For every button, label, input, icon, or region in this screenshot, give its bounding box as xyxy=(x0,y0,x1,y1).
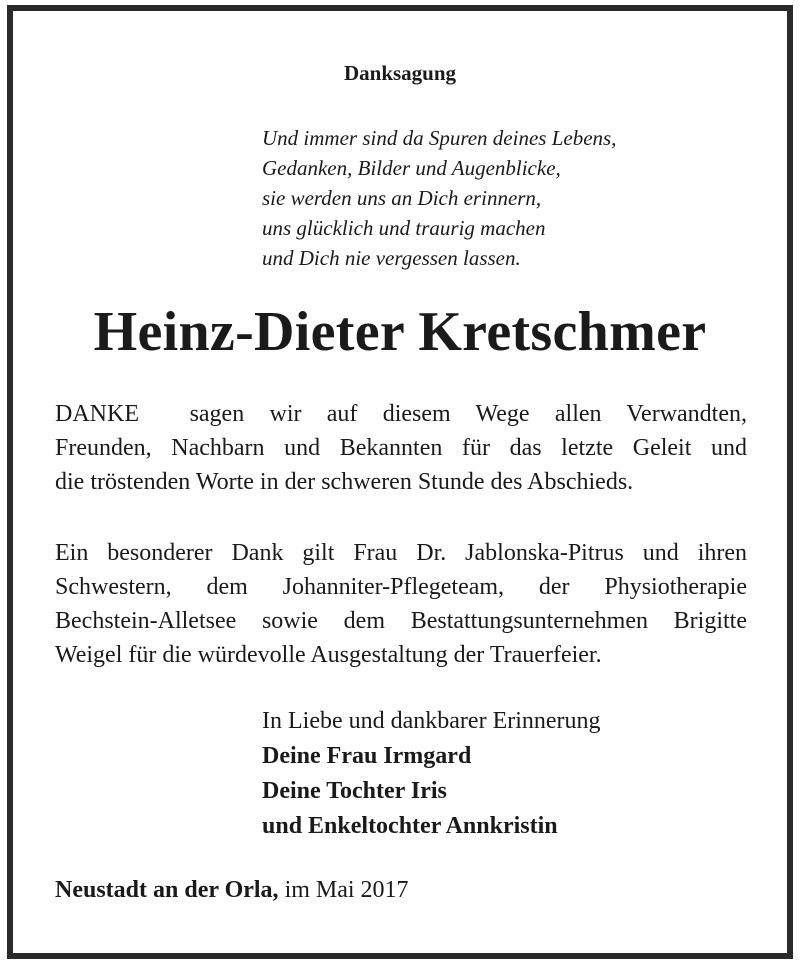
signatory-name: Deine Tochter Iris xyxy=(262,778,447,804)
place-date xyxy=(55,873,409,907)
poem-line: und Dich nie vergessen lassen. xyxy=(262,246,521,270)
signatory-name: Deine Frau Irmgard xyxy=(262,743,472,769)
special-thanks-paragraph xyxy=(55,536,747,672)
paragraph-line: Freunden, Nachbarn und Bekannten für das letzte Geleit und xyxy=(55,435,747,461)
thanks-paragraph xyxy=(55,397,747,499)
signature-intro: In Liebe und dankbarer Erinnerung xyxy=(262,708,601,734)
signature-block xyxy=(262,704,601,844)
date: im Mai 2017 xyxy=(278,877,409,903)
paragraph-line: DANKE sagen wir auf diesem Wege allen Verwandten, xyxy=(55,401,747,427)
paragraph-line: Bechstein-Alletsee sowie dem Bestattungsunternehmen Brigitte xyxy=(55,608,747,634)
paragraph-line: Ein besonderer Dank gilt Frau Dr. Jablonska-Pitrus und ihren xyxy=(55,540,747,566)
place: Neustadt an der Orla, xyxy=(55,877,279,903)
poem xyxy=(262,123,616,273)
notice-heading: Danksagung xyxy=(343,61,457,85)
signatory-name: und Enkeltochter Annkristin xyxy=(262,813,558,839)
poem-line: Gedanken, Bilder und Augenblicke, xyxy=(262,156,561,180)
paragraph-line: die tröstenden Worte in der schweren Stunde des Abschieds. xyxy=(55,469,634,495)
paragraph-line: Schwestern, dem Johanniter-Pflegeteam, der Physiotherapie xyxy=(55,574,747,600)
poem-line: Und immer sind da Spuren deines Lebens, xyxy=(262,126,617,150)
poem-line: uns glücklich und traurig machen xyxy=(262,216,546,240)
paragraph-line: Weigel für die würdevolle Ausgestaltung der Trauerfeier. xyxy=(55,642,602,668)
deceased-name: Heinz-Dieter Kretschmer xyxy=(93,301,707,363)
poem-line: sie werden uns an Dich erinnern, xyxy=(262,186,542,210)
